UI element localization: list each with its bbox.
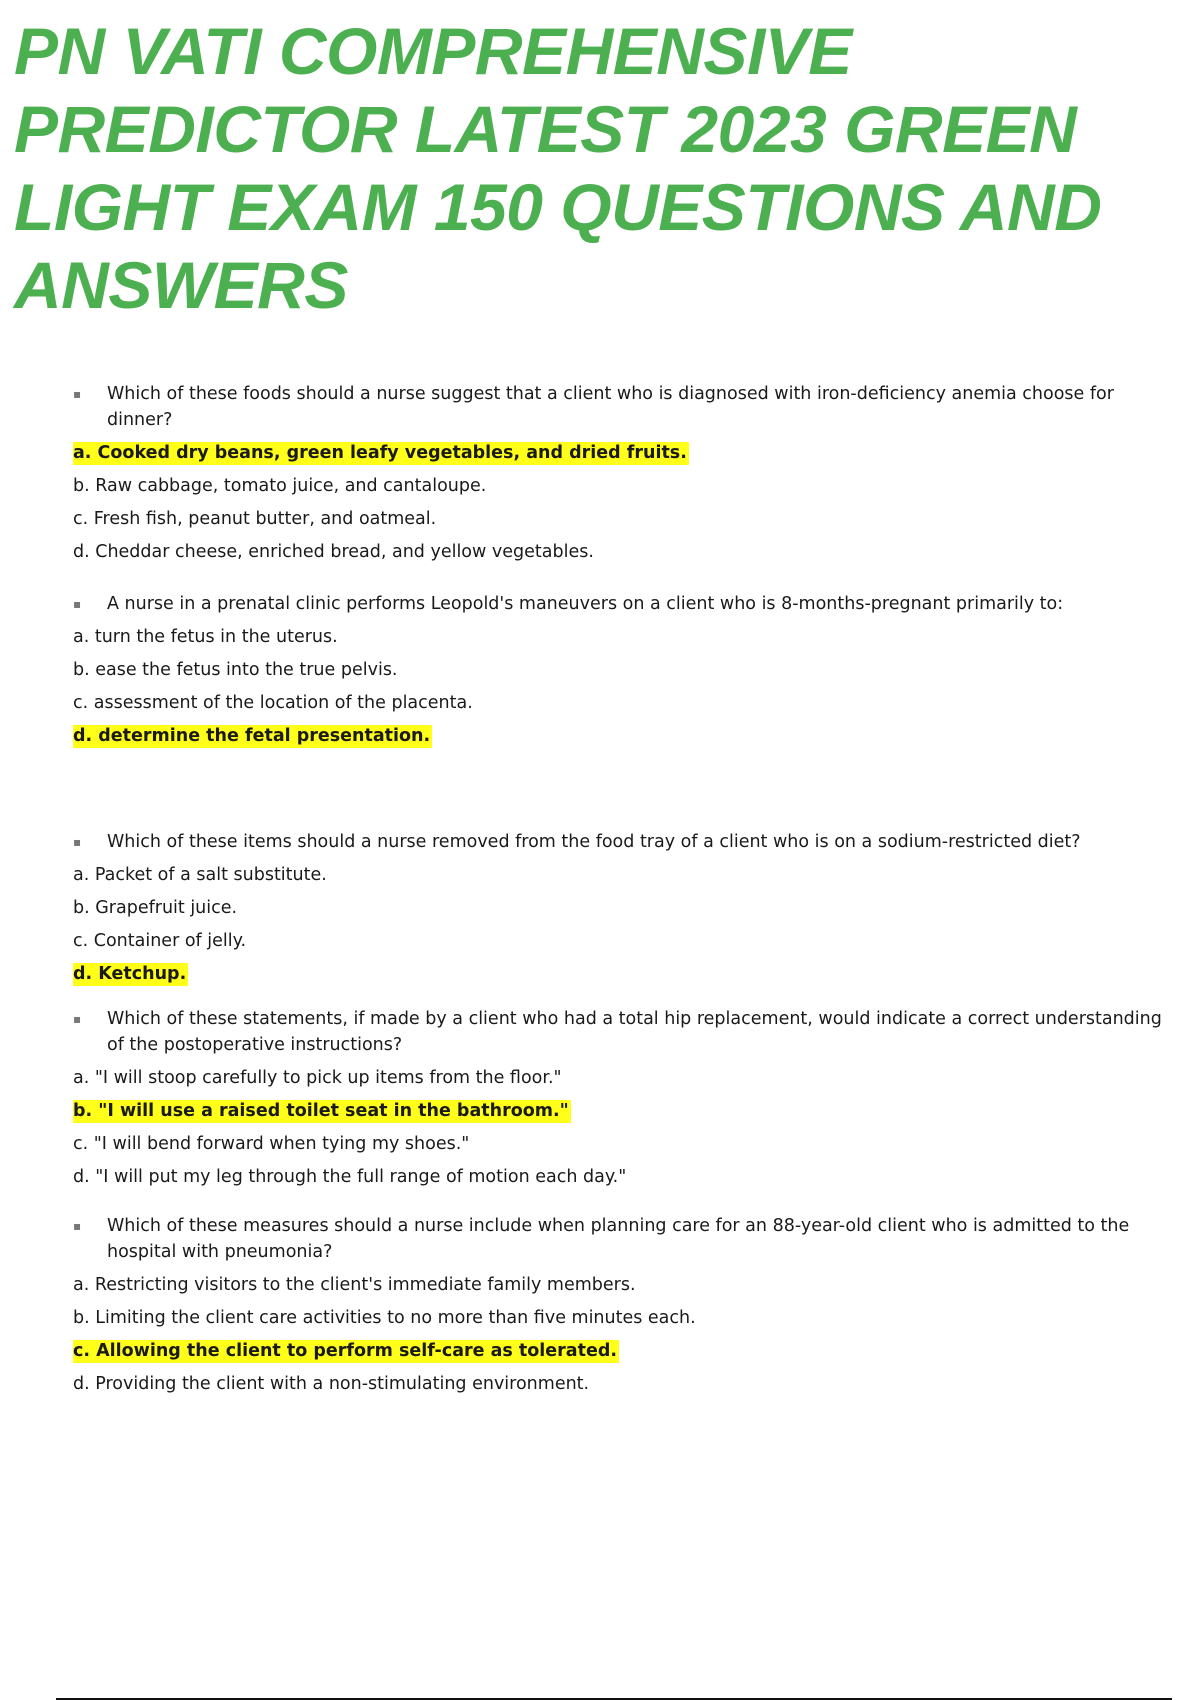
answer-text: c. "I will bend forward when tying my shoes." <box>73 1134 470 1154</box>
question-stem <box>73 381 1163 433</box>
bullet-icon: ▪ <box>73 387 82 401</box>
answer-text: a. Packet of a salt substitute. <box>73 865 327 885</box>
document-title: PN VATI COMPREHENSIVE PREDICTOR LATEST 2023 GREEN LIGHT EXAM 150 QUESTIONS AND ANSWERS <box>14 14 1102 322</box>
answer-text: b. Raw cabbage, tomato juice, and cantaloupe. <box>73 476 487 496</box>
answer-options <box>73 862 1163 987</box>
correct-answer-highlight: b. "I will use a raised toilet seat in the bathroom." <box>73 1101 569 1121</box>
answer-options <box>73 624 1163 749</box>
question-text: A nurse in a prenatal clinic performs Leopold's maneuvers on a client who is 8-months-pregnant primarily to: <box>107 594 1064 614</box>
answer-option <box>73 440 1163 466</box>
question-block-1 <box>73 381 1163 572</box>
question-stem <box>73 1213 1163 1265</box>
answer-option <box>73 1371 1163 1397</box>
question-block-3 <box>73 829 1163 994</box>
answer-options <box>73 440 1163 565</box>
answer-option <box>73 624 1163 650</box>
question-block-5 <box>73 1213 1163 1404</box>
bullet-icon: ▪ <box>73 597 82 611</box>
answer-text: d. Providing the client with a non-stimulating environment. <box>73 1374 590 1394</box>
answer-option <box>73 1164 1163 1190</box>
answer-option <box>73 1131 1163 1157</box>
answer-option <box>73 657 1163 683</box>
bullet-icon: ▪ <box>73 1012 82 1026</box>
answer-text: a. Restricting visitors to the client's immediate family members. <box>73 1275 636 1295</box>
answer-text: a. turn the fetus in the uterus. <box>73 627 338 647</box>
answer-option <box>73 862 1163 888</box>
answer-text: b. Grapefruit juice. <box>73 898 238 918</box>
answer-text: d. "I will put my leg through the full range of motion each day." <box>73 1167 627 1187</box>
answer-option <box>73 895 1163 921</box>
answer-options <box>73 1065 1163 1190</box>
correct-answer-highlight: c. Allowing the client to perform self-care as tolerated. <box>73 1341 618 1361</box>
answer-option <box>73 1338 1163 1364</box>
question-block-4 <box>73 1006 1163 1197</box>
question-stem <box>73 829 1163 855</box>
question-text: Which of these items should a nurse removed from the food tray of a client who is on a sodium-restricted diet? <box>107 832 1081 852</box>
question-block-2 <box>73 591 1163 756</box>
answer-text: a. "I will stoop carefully to pick up items from the floor." <box>73 1068 562 1088</box>
answer-option <box>73 539 1163 565</box>
question-text: Which of these statements, if made by a client who had a total hip replacement, would indicate a correct understanding of the postoperative instructions? <box>107 1009 1162 1055</box>
answer-text: c. assessment of the location of the placenta. <box>73 693 473 713</box>
answer-options <box>73 1272 1163 1397</box>
answer-option <box>73 690 1163 716</box>
correct-answer-highlight: a. Cooked dry beans, green leafy vegetables, and dried fruits. <box>73 443 687 463</box>
answer-text: c. Fresh fish, peanut butter, and oatmeal. <box>73 509 437 529</box>
answer-text: d. Cheddar cheese, enriched bread, and yellow vegetables. <box>73 542 594 562</box>
answer-option <box>73 473 1163 499</box>
bullet-icon: ▪ <box>73 1219 82 1233</box>
answer-option <box>73 1272 1163 1298</box>
bullet-icon: ▪ <box>73 835 82 849</box>
answer-option <box>73 1305 1163 1331</box>
answer-text: b. ease the fetus into the true pelvis. <box>73 660 398 680</box>
correct-answer-highlight: d. determine the fetal presentation. <box>73 726 431 746</box>
answer-text: c. Container of jelly. <box>73 931 247 951</box>
answer-option <box>73 1098 1163 1124</box>
answer-option <box>73 1065 1163 1091</box>
answer-text: b. Limiting the client care activities to no more than five minutes each. <box>73 1308 696 1328</box>
question-text: Which of these foods should a nurse suggest that a client who is diagnosed with iron-deficiency anemia choose for dinner? <box>107 384 1114 430</box>
answer-option <box>73 723 1163 749</box>
question-stem <box>73 591 1163 617</box>
answer-option <box>73 506 1163 532</box>
question-text: Which of these measures should a nurse include when planning care for an 88-year-old client who is admitted to the hospital with pneumonia? <box>107 1216 1130 1262</box>
correct-answer-highlight: d. Ketchup. <box>73 964 187 984</box>
question-stem <box>73 1006 1163 1058</box>
answer-option <box>73 961 1163 987</box>
answer-option <box>73 928 1163 954</box>
